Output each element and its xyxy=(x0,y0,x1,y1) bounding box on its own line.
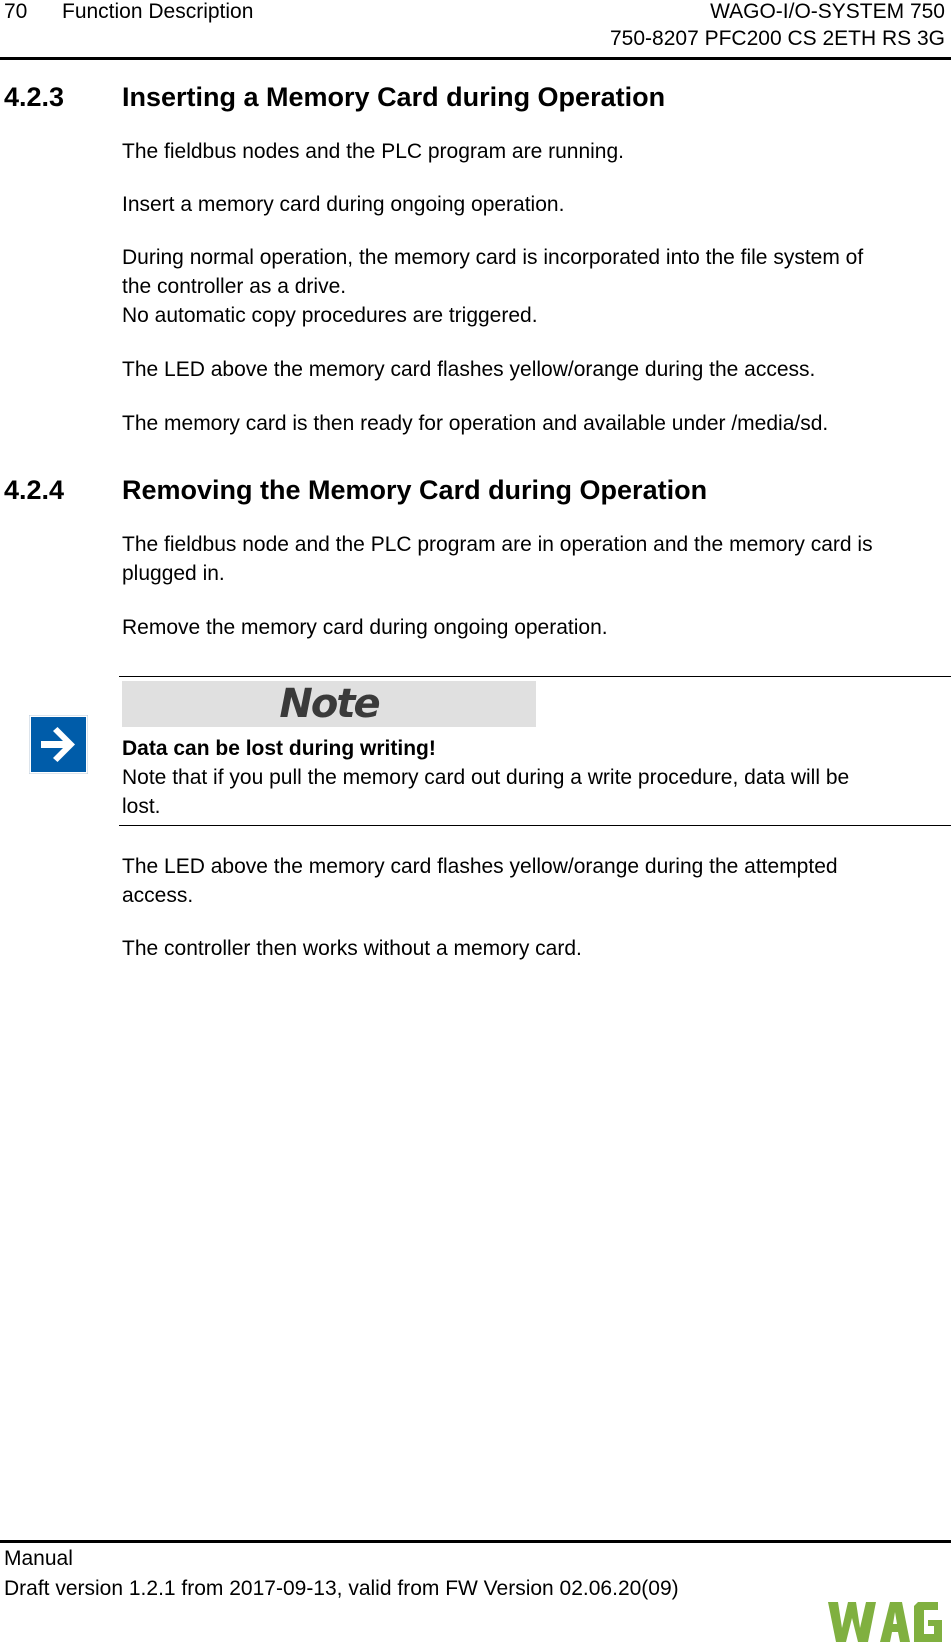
paragraph: The controller then works without a memory card. xyxy=(122,937,582,960)
paragraph-line: During normal operation, the memory card is incorporated into the file system of xyxy=(122,246,864,269)
note-top-rule xyxy=(119,676,951,677)
paragraph: Insert a memory card during ongoing operation. xyxy=(122,193,565,216)
paragraph-line: the controller as a drive. xyxy=(122,275,347,298)
note-label: Note xyxy=(279,681,379,727)
wago-logo xyxy=(826,1598,948,1646)
heading-title-424: Removing the Memory Card during Operation xyxy=(122,475,708,505)
page-number: 70 xyxy=(4,0,28,23)
heading-number-424: 4.2.4 xyxy=(4,475,65,505)
paragraph-line: No automatic copy procedures are triggered. xyxy=(122,304,538,327)
paragraph: The fieldbus nodes and the PLC program are running. xyxy=(122,140,624,163)
note-bottom-rule xyxy=(119,825,951,826)
header-rule xyxy=(0,57,951,60)
note-heading: Data can be lost during writing! xyxy=(122,737,436,760)
header-product-model: 750-8207 PFC200 CS 2ETH RS 3G xyxy=(610,27,945,50)
paragraph: Remove the memory card during ongoing operation. xyxy=(122,616,608,639)
note-body-line: lost. xyxy=(122,795,161,818)
footer-rule xyxy=(0,1540,951,1543)
note-body-line: Note that if you pull the memory card out during a write procedure, data will be xyxy=(122,766,850,789)
paragraph-line: access. xyxy=(122,884,194,907)
paragraph-line: The fieldbus node and the PLC program are in operation and the memory card is xyxy=(122,533,873,556)
arrow-right-icon xyxy=(29,715,88,774)
heading-title-423: Inserting a Memory Card during Operation xyxy=(122,82,666,112)
header-section: Function Description xyxy=(62,0,254,23)
paragraph: The LED above the memory card flashes yellow/orange during the access. xyxy=(122,358,816,381)
paragraph-line: plugged in. xyxy=(122,562,225,585)
paragraph: The memory card is then ready for operation and available under /media/sd. xyxy=(122,412,829,435)
paragraph-line: The LED above the memory card flashes yellow/orange during the attempted xyxy=(122,855,838,878)
footer-doc-type: Manual xyxy=(4,1547,73,1570)
footer-version: Draft version 1.2.1 from 2017-09-13, valid from FW Version 02.06.20(09) xyxy=(4,1577,679,1600)
heading-number-423: 4.2.3 xyxy=(4,82,65,112)
header-product-line: WAGO-I/O-SYSTEM 750 xyxy=(710,0,945,23)
